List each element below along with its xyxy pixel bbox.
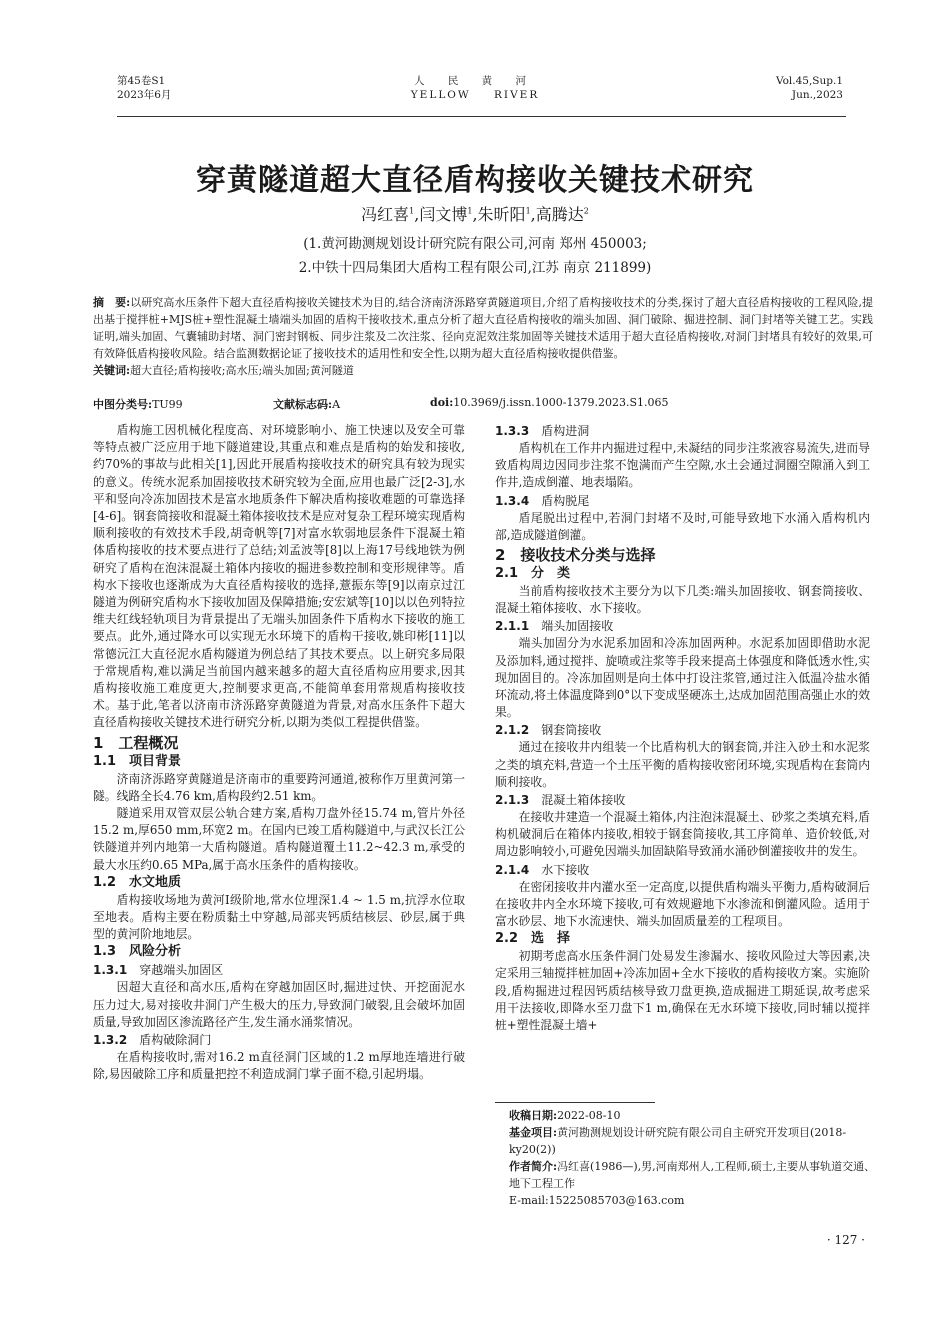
doi-label: doi: [430,396,454,409]
heading-text: 水下接收 [541,862,590,877]
abstract [93,294,873,362]
keywords-text: 超大直径;盾构接收;高水压;端头加固;黄河隧道 [130,364,354,377]
heading-number: 2.1.3 [495,793,530,808]
keywords-label: 关键词: [93,364,131,377]
footnote-block [495,1107,880,1209]
header-volume-en [776,74,843,102]
right-column [495,422,870,1034]
intro-paragraph: 盾构施工因机械化程度高、对环境影响小、施工快速以及安全可靠等特点被广泛应用于地下隧道建设,其重点和难点是盾构的始发和接收,约70%的事故与此相关[1],因此开展盾构接收技术的研究具有较为现实的意义。传统水泥系加固接收技术研究较为全面,应用也最广泛[2-3],水平和竖向冷冻加固技术是富水地质条件下解决盾构接收难题的可靠选择[4-6]。钢套筒接收和混凝土箱体接收技术是应对复杂工程环境实现盾构顺利接收的有效技术手段,胡奇帆等[7]对富水软弱地层条件下混凝土箱体盾构接收的技术要点进行了总结;刘孟波等[8]以上海17号线地铁为例研究了盾构在泡沫混凝土箱体内接收的掘进参数控制和变形规律等。盾构水下接收也逐渐成为大直径盾构接收的选择,薏振东等[9]以南京过江隧道为例研究盾构水下接收加固及保障措施;安宏斌等[10]以以色列特拉维夫红线轻轨项目为背景提出了无端头加固条件下盾构水下接收的施工要点。此外,通过降水可以实现无水环境下的盾构干接收,姚印彬[11]以常德沅江大直径泥水盾构隧道为例总结了其技术要点。以上研究多局限于常规盾构,难以满足当前国内越来越多的超大直径盾构应用要求,因其盾构接收施工难度更大,控制要求更高,不能简单套用常规盾构接收技术。基于此,笔者以济南市济泺路穿黄隧道为背景,对高水压条件下超大直径盾构接收关键技术进行研究分析,以期为类似工程提供借鉴。 [93,423,465,730]
body-paragraph: 盾构接收场地为黄河Ⅰ级阶地,常水位埋深1.4 ~ 1.5 m,抗浮水位取至地表。盾构主要在粉质黏土中穿越,局部夹钙质结核层、砂层,属于典型的黄河阶地地层。 [93,892,465,942]
abstract-block [93,294,873,379]
received-label: 收稿日期: [509,1109,558,1122]
subsubsection-heading [495,721,870,739]
body-paragraph: 济南济泺路穿黄隧道是济南市的重要跨河通道,被称作万里黄河第一隧。线路全长4.76 km,盾构段约2.51 km。 [93,771,465,803]
heading-text: 盾构进洞 [541,424,590,438]
author-email[interactable]: E-mail:15225085703@163.com [509,1194,685,1207]
doc-label: 文献标志码: [273,398,333,411]
author-aff: 2 [583,206,589,216]
body-paragraph: 初期考虑高水压条件洞门处易发生渗漏水、接收风险过大等因素,决定采用三轴搅拌桩加固+冷冻加固+全水下接收的盾构接收方案。实施阶段,盾构掘进过程因钙质结核导致刀盘更换,造成掘进工期延误,故考虑采用干法接收,即降水至刀盘下1 m,确保在无水环境下接收,同时辅以搅拌桩+塑性混凝土墙+ [495,949,870,1033]
heading-text: 端头加固接收 [541,619,614,634]
subsubsection-heading [495,422,870,440]
subsection-heading: 1.1 项目背景 [93,753,182,769]
subsection-heading: 1.2 水文地质 [93,874,182,890]
author-name: 冯红喜 [361,205,410,224]
received-value: 2022-08-10 [557,1109,621,1122]
heading-text: 混凝土箱体接收 [541,793,626,808]
subsubsection-heading [495,861,870,879]
fund-info [495,1124,880,1158]
doi-link[interactable]: 10.3969/j.issn.1000-1379.2023.S1.065 [453,396,669,409]
author-aff: 1 [467,206,473,216]
subsubsection-heading [93,961,465,979]
author-name: 高腾达 [535,205,584,224]
heading-number: 1.3.4 [495,493,530,508]
abstract-text: 以研究高水压条件下超大直径盾构接收关键技术为目的,结合济南济泺路穿黄隧道项目,介绍了盾构接收技术的分类,探讨了超大直径盾构接收的工程风险,提出基于搅拌桩+MJS桩+塑性混凝土墙端头加固的盾构干接收技术,重点分析了超大直径盾构接收的端头加固、洞门破除、掘进控制、洞门封堵等关键工艺。实践证明,端头加固、气囊辅助封堵、洞门密封钢板、同步注浆及二次注浆、径向克泥效注浆加固等关键技术适用于超大直径盾构接收,对洞门封堵具有较好的效果,可有效降低盾构接收风险。结合监测数据论证了接收技术的适用性和安全性,以期为超大直径盾构接收提供借鉴。 [93,296,874,360]
date-cn: 2023年6月 [117,89,172,101]
section-heading: 2 接收技术分类与选择 [495,546,656,565]
body-paragraph: 隧道采用双管双层公轨合建方案,盾构刀盘外径15.74 m,管片外径15.2 m,厚650 mm,环宽2 m。在国内已竣工盾构隧道中,与武汉长江公铁隧道并列内地第一大盾构隧道。盾构隧道覆土11.2~42.3 m,承受的最大水压约0.65 MPa,属于高水压条件的盾构接收。 [93,806,465,872]
clc-label: 中图分类号: [93,398,153,411]
abstract-label: 摘 要: [93,296,131,309]
body-paragraph: 在盾构接收时,需对16.2 m直径洞门区域的1.2 m厚地连墙进行破除,易因破除工序和质量把控不利造成洞门掌子面不稳,引起坍塌。 [93,1050,465,1082]
clc-number [93,396,183,412]
author-list: 冯红喜$^1$,闫文博$^1$,朱昕阳$^1$,高腾达$^2$ [361,205,589,224]
author-bio-label: 作者简介: [509,1160,558,1173]
subsubsection-heading [495,617,870,635]
section-heading: 1 工程概况 [93,733,179,752]
heading-number: 1.3.2 [93,1033,128,1048]
subsubsection-heading [93,1031,465,1049]
heading-text: 钢套筒接收 [541,723,602,738]
subsubsection-heading [495,791,870,809]
volume-cn: 第45卷S1 [117,75,166,87]
fund-label: 基金项目: [509,1126,558,1139]
heading-text: 穿越端头加固区 [139,963,224,978]
doi [430,396,669,409]
clc-value: TU99 [152,398,183,411]
heading-number: 2.1.1 [495,619,530,634]
heading-number: 2.1.2 [495,723,530,738]
doc-value: A [332,398,341,411]
volume-en: Vol.45,Sup.1 [775,75,843,87]
heading-number: 1.3.1 [93,963,128,978]
heading-text: 盾构破除洞门 [139,1033,212,1048]
body-paragraph: 端头加固分为水泥系加固和冷冻加固两种。水泥系加固即借助水泥及添加料,通过搅拌、旋喷或注浆等手段来提高土体强度和降低透水性,实现加固目的。冷冻加固则是向土体中打设注浆管,通过注入低温冷盐水循环流动,将土体温度降到0°以下变成坚硬冻土,达成加固范围高强止水的效果。 [495,636,870,720]
received-date [495,1107,880,1124]
author-name: 朱昕阳 [477,205,526,224]
header-rule [117,116,846,117]
body-paragraph: 盾构机在工作井内掘进过程中,未凝结的同步注浆液容易流失,进而导致盾构周边因同步注浆不饱满而产生空隙,水土会通过洞圈空隙涌入到工作井,造成倒灌、地表塌陷。 [495,441,870,490]
author-aff: 1 [525,206,531,216]
paper-title: 穿黄隧道超大直径盾构接收关键技术研究 [196,163,754,198]
body-paragraph: 盾尾脱出过程中,若洞门封堵不及时,可能导致地下水涌入盾构机内部,造成隧道倒灌。 [495,510,870,542]
heading-number: 2.1.4 [495,862,530,877]
subsection-heading: 2.1 分 类 [495,566,571,582]
body-paragraph: 当前盾构接收技术主要分为以下几类:端头加固接收、钢套筒接收、混凝土箱体接收、水下接收。 [495,584,870,616]
affiliation-1: (1.黄河勘测规划设计研究院有限公司,河南 郑州 450003; [303,236,647,252]
journal-name-en: YELLOW RIVER [410,89,540,101]
fund-value: 黄河勘测规划设计研究院有限公司自主研究开发项目(2018-ky20(2)) [509,1126,847,1156]
body-paragraph: 通过在接收井内组装一个比盾构机大的钢套筒,并注入砂土和水泥浆之类的填充料,营造一个土压平衡的盾构接收密闭环境,实现盾构在套筒内顺利接收。 [495,740,870,789]
author-aff: 1 [409,206,415,216]
author-bio [495,1158,880,1192]
subsection-heading: 2.2 选 择 [495,931,571,947]
author-name: 闫文博 [419,205,468,224]
footnote-rule [495,1102,655,1103]
heading-text: 盾构脱尾 [541,493,590,508]
keywords [93,362,873,379]
left-column [93,422,465,1084]
subsection-heading: 1.3 风险分析 [93,944,182,960]
body-paragraph: 在密闭接收井内灌水至一定高度,以提供盾构端头平衡力,盾构破洞后在接收井内全水环境下接收,可有效规避地下水渗流和倒灌风险。适用于富水砂层、地下水流速快、端头加固质量差的工程项目。 [495,879,870,929]
body-paragraph: 因超大直径和高水压,盾构在穿越加固区时,掘进过快、开挖面泥水压力过大,易对接收井洞门产生极大的压力,导致洞门破裂,且会破坏加固质量,导致加固区渗流路径产生,发生涌水涌浆情况。 [93,980,465,1029]
page-number: · 127 · [826,1233,865,1247]
author-bio-value: 冯红喜(1986—),男,河南郑州人,工程师,硕士,主要从事轨道交通、地下工程工作 [509,1160,876,1190]
document-code [273,396,340,412]
date-en: Jun.,2023 [791,89,843,101]
journal-name-cn: 人 民 黄 河 [413,75,536,87]
body-paragraph: 在接收井建造一个混凝土箱体,内注泡沫混凝土、砂浆之类填充料,盾构机破洞后在箱体内接收,相较于钢套筒接收,其工序简单、造价较低,对周边影响较小,可避免因端头加固缺陷导致涌水涌砂倒灌接收井的发生。 [495,810,870,859]
heading-number: 1.3.3 [495,424,530,438]
subsubsection-heading [495,492,870,510]
affiliation-2: 2.中铁十四局集团大盾构工程有限公司,江苏 南京 211899) [298,260,652,276]
